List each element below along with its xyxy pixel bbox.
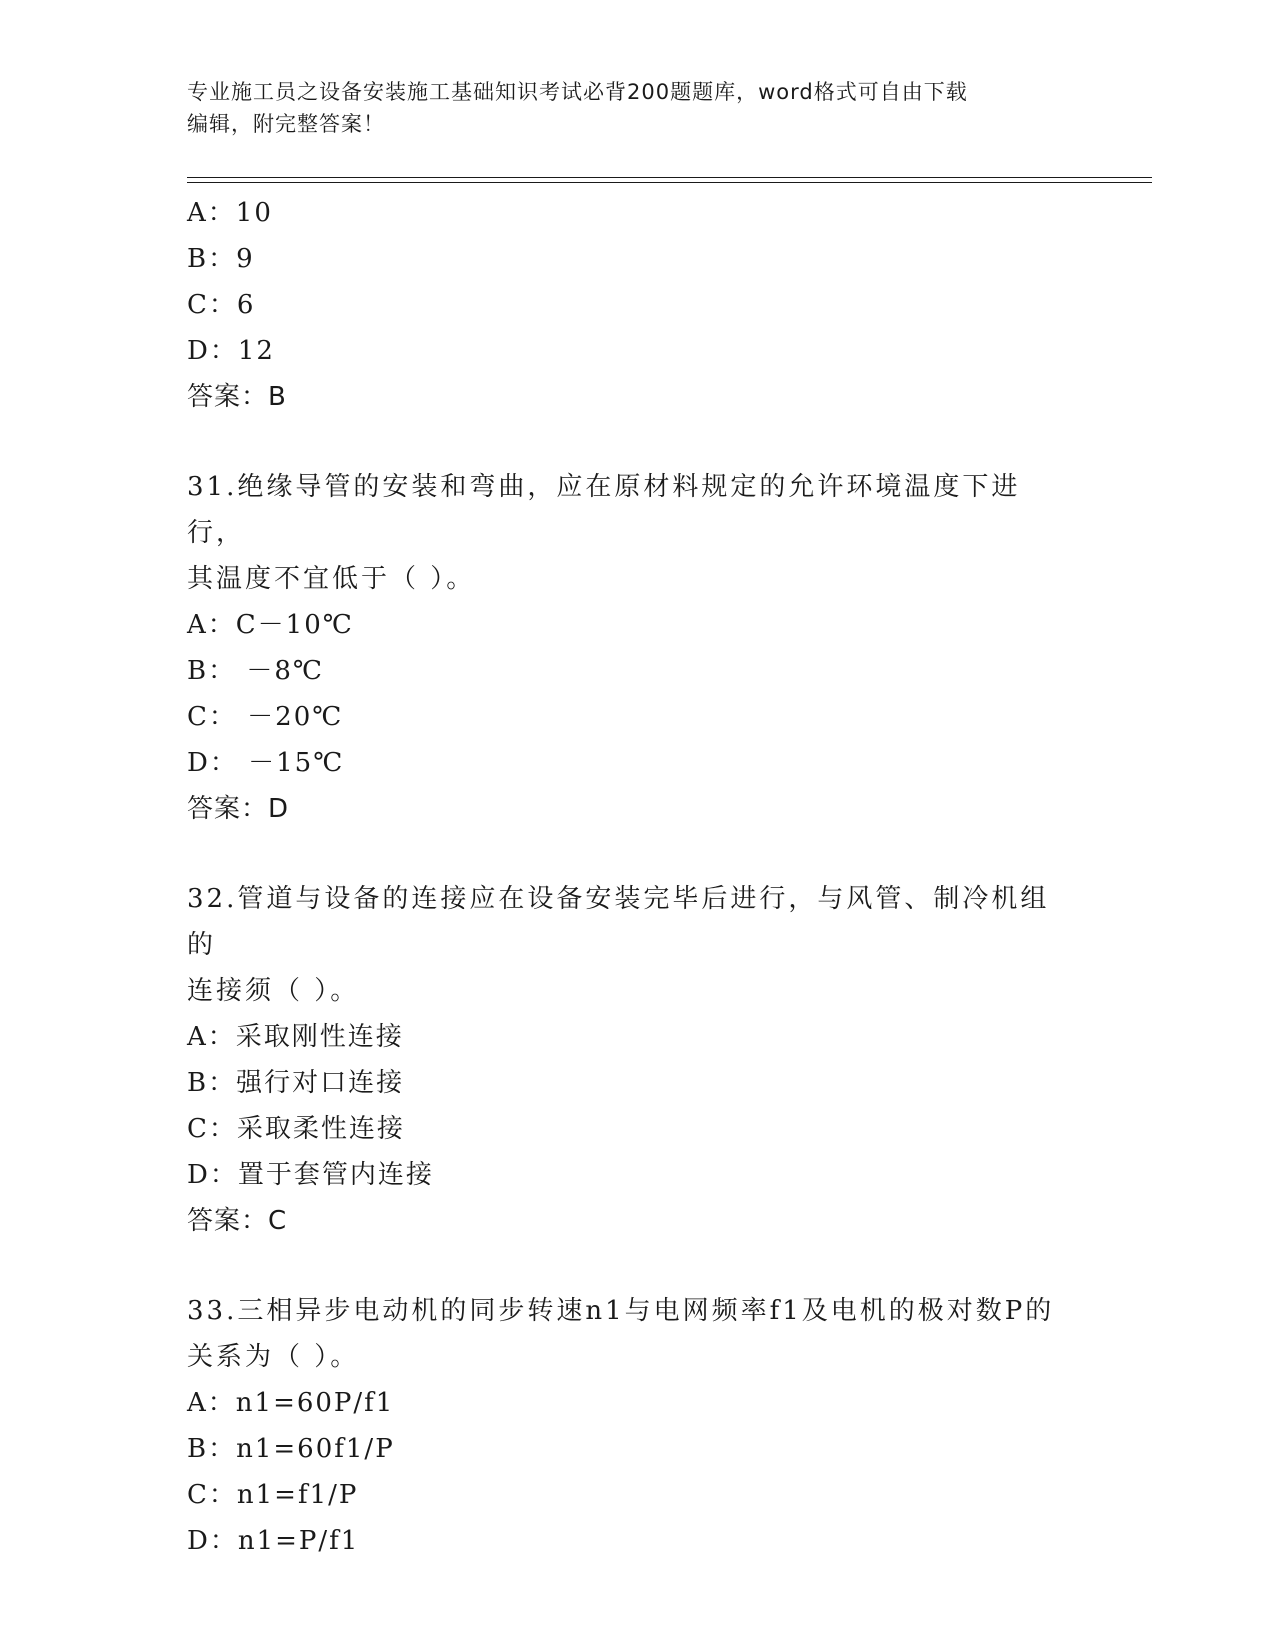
question-number: 32. bbox=[187, 884, 238, 914]
question-text-line-1: 绝缘导管的安装和弯曲，应在原材料规定的允许环境温度下进行， bbox=[187, 472, 1021, 548]
question-text-line-2: 关系为（ ）。 bbox=[187, 1342, 360, 1372]
answer-value: C bbox=[268, 1206, 288, 1236]
header-line-1: 专业施工员之设备安装施工基础知识考试必背200题题库，word格式可自由下载 bbox=[187, 80, 968, 104]
question-33 bbox=[187, 1288, 1087, 1564]
question-text-line-1: 管道与设备的连接应在设备安装完毕后进行，与风管、制冷机组的 bbox=[187, 884, 1050, 960]
answer-line bbox=[187, 1198, 1087, 1244]
option-a: A：C－10℃ bbox=[187, 610, 354, 640]
option-d: D： －15℃ bbox=[187, 748, 345, 778]
answer-label: 答案： bbox=[187, 1206, 269, 1236]
answer-label: 答案： bbox=[187, 794, 269, 824]
answer-label: 答案： bbox=[187, 382, 269, 412]
option-d: D：12 bbox=[187, 336, 275, 366]
question-32 bbox=[187, 876, 1087, 1244]
question-30-continued bbox=[187, 190, 1087, 420]
question-text-line-1: 三相异步电动机的同步转速n1与电网频率f1及电机的极对数P的 bbox=[237, 1296, 1055, 1326]
question-31 bbox=[187, 464, 1087, 832]
header-line-2: 编辑，附完整答案！ bbox=[187, 112, 385, 136]
option-b: B： －8℃ bbox=[187, 656, 324, 686]
option-c: C： －20℃ bbox=[187, 702, 344, 732]
page-header bbox=[187, 76, 1067, 140]
question-text-line-2: 其温度不宜低于（ ）。 bbox=[187, 564, 476, 594]
question-text bbox=[187, 876, 1067, 1014]
question-text-line-2: 连接须（ ）。 bbox=[187, 976, 360, 1006]
option-b: B：n1=60f1/P bbox=[187, 1434, 395, 1464]
option-c: C：n1=f1/P bbox=[187, 1480, 359, 1510]
option-c: C：6 bbox=[187, 290, 256, 320]
answer-value: B bbox=[268, 382, 287, 412]
question-text bbox=[187, 464, 1067, 602]
answer-line bbox=[187, 374, 1087, 420]
question-text bbox=[187, 1288, 1067, 1380]
question-number: 33. bbox=[187, 1296, 238, 1326]
option-a: A：采取刚性连接 bbox=[187, 1022, 404, 1052]
option-c: C：采取柔性连接 bbox=[187, 1114, 405, 1144]
option-d: D：n1=P/f1 bbox=[187, 1526, 360, 1556]
option-d: D：置于套管内连接 bbox=[187, 1160, 434, 1190]
question-number: 31. bbox=[187, 472, 238, 502]
answer-value: D bbox=[268, 794, 290, 824]
answer-line bbox=[187, 786, 1087, 832]
option-b: B：9 bbox=[187, 244, 255, 274]
header-rule-top bbox=[187, 177, 1152, 178]
option-a: A：n1=60P/f1 bbox=[187, 1388, 395, 1418]
option-a: A：10 bbox=[187, 198, 273, 228]
question-content bbox=[187, 190, 1087, 1564]
option-b: B：强行对口连接 bbox=[187, 1068, 405, 1098]
header-rule-bottom bbox=[187, 182, 1152, 183]
